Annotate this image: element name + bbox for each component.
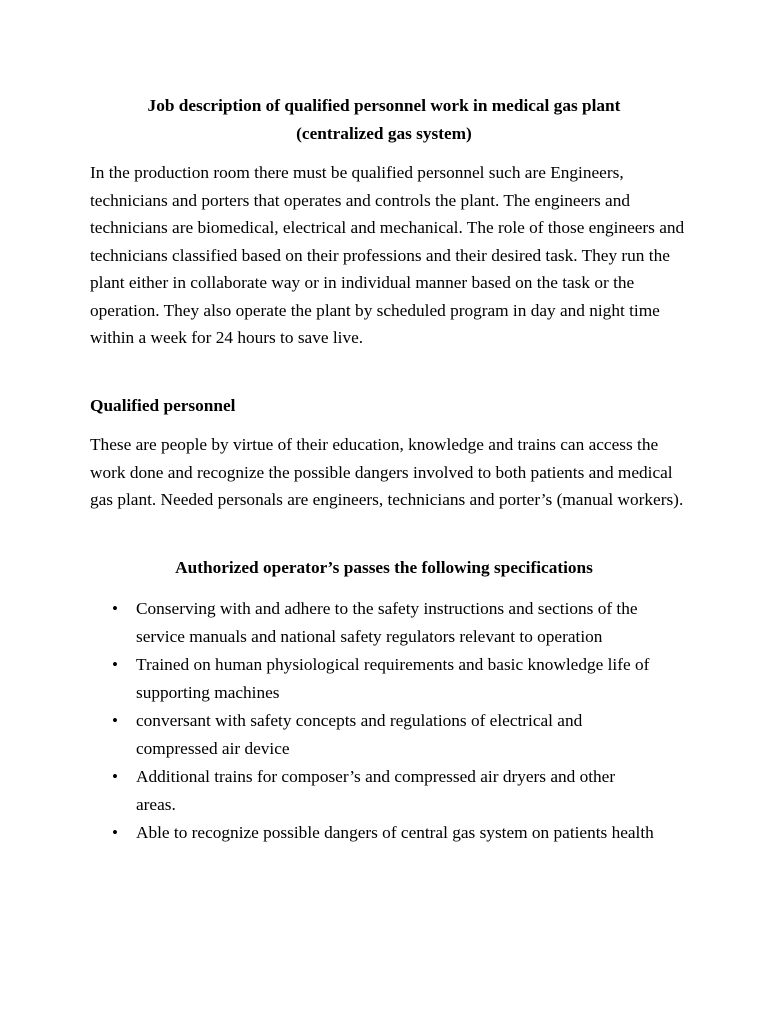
qualified-personnel-paragraph: These are people by virtue of their education, knowledge and trains can access the work done and recognize the possible dangers involved to both patients and medical gas plant. Needed personals are engineers, technicians and porter’s (manual workers). [90, 435, 684, 509]
title-line-2: (centralized gas system) [296, 124, 472, 143]
list-item-text: Trained on human physiological requirements and basic knowledge life of supporting machines [136, 655, 650, 702]
list-item [0, 651, 656, 707]
intro-paragraph: In the production room there must be qualified personnel such are Engineers, technicians and porters that operates and controls the plant. The engineers and technicians are biomedical, electrical and mechanical. The role of those engineers and technicians classified based on their professions and their desired task. They run the plant either in collaborate way or in individual manner based on the task or the operation. They also operate the plant by scheduled program in day and night time within a week for 24 hours to save live. [90, 163, 685, 347]
list-item [0, 763, 656, 819]
list-item [0, 707, 656, 763]
list-item-text: Able to recognize possible dangers of central gas system on patients health [136, 823, 654, 842]
list-item-text: Additional trains for composer’s and compressed air dryers and other areas. [136, 767, 616, 814]
list-item-text: conversant with safety concepts and regulations of electrical and compressed air device [136, 711, 583, 758]
title-line-1: Job description of qualified personnel work in medical gas plant [147, 96, 621, 115]
list-item [0, 595, 656, 651]
section-heading-authorized-operators: Authorized operator’s passes the following specifications [175, 558, 593, 577]
section-heading-qualified-personnel: Qualified personnel [90, 396, 236, 415]
list-item-text: Conserving with and adhere to the safety instructions and sections of the service manuals and national safety regulators relevant to operation [136, 599, 638, 646]
bullet-icon: • [112, 711, 118, 730]
bullet-icon: • [112, 655, 118, 674]
bullet-icon: • [112, 767, 118, 786]
bullet-icon: • [112, 823, 118, 842]
specifications-list [0, 595, 768, 847]
document-title [60, 92, 708, 148]
list-item [0, 819, 656, 847]
bullet-icon: • [112, 599, 118, 618]
